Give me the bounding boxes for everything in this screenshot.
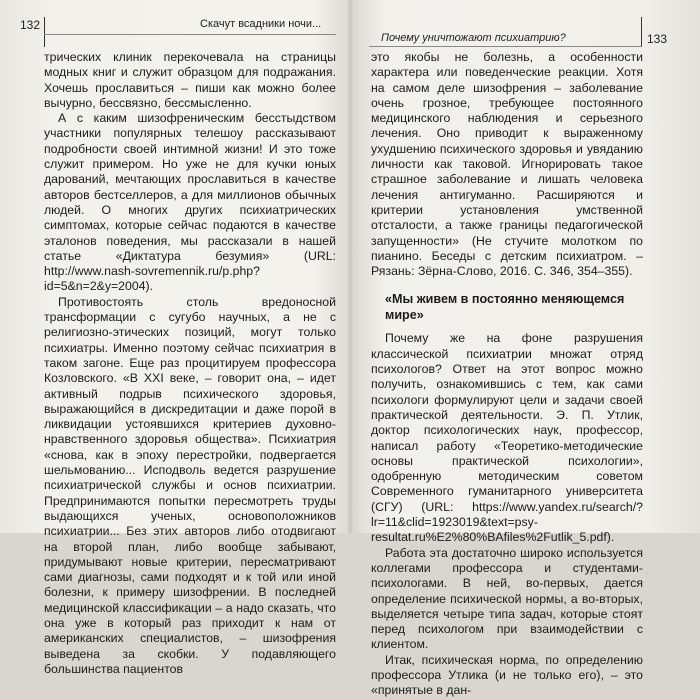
- page-number: 133: [647, 32, 668, 46]
- paragraph: Итак, психическая норма, по определению профессора Утлика (и не только его), – это «принятые в дан-: [371, 652, 643, 698]
- running-title: Скачут всадники ночи...: [200, 18, 322, 30]
- header-rule: [369, 46, 642, 47]
- header-rule: [44, 34, 336, 35]
- right-page: [351, 0, 700, 698]
- page-number: 132: [20, 18, 41, 32]
- running-title: Почему уничтожают психиатрию?: [381, 32, 566, 44]
- body-text: [371, 50, 643, 699]
- body-text: [44, 50, 336, 677]
- paragraph: это якобы не болезнь, а особенности характера или поведенческие реакции. Хотя на самом деле шизофрения – заболевание очень грозное, требующее постоянного медицинского наблюдения и серьезного лечения. Оно приводит к выраженному ухудшению психического здоровья и увяданию личности как таковой. Игнорировать такое страшное заболевание и лишать человека лечения антигуманно. Расширяются и критерии установления умственной отсталости, а также границы педагогической запущенности» (Не стучите молотком по пианино. Беседы с детским психиатром. – Рязань: Зёрна-Слово, 2016. С. 346, 354–355).: [371, 50, 643, 279]
- header-divider: [44, 17, 45, 47]
- left-page: [0, 0, 349, 676]
- paragraph: А с каким шизофреническим бесстыдством участники популярных телешоу рассказывают подробности своей интимной жизни! И это тоже служит примером. Но уже не для кучки юных дарований, мечтающих прославиться в качестве авторов бестселлеров, а для миллионов обычных людей. О многих других психиатрических симптомах, которые сейчас подаются в качестве эталонов поведения, мы рассказали в нашей статье «Диктатура безумия» (URL: http://www.nash-sovremennik.ru/p.php?id=5&n=2&y=2004).: [44, 111, 336, 294]
- paragraph: Работа эта достаточно широко используется коллегами профессора и студентами-психологами. В ней, во-первых, дается определение психической нормы, а во-вторых, выделяется четыре типа задач, которые стоят перед психологом при взаимодействии с клиентом.: [371, 545, 643, 652]
- header-divider: [641, 17, 642, 47]
- paragraph: Почему же на фоне разрушения классической психиатрии множат отряд психологов? Ответ на этот вопрос можно получить, ознакомившись с тем, как сами психологи формулируют цели и задачи своей практической деятельности. Э. П. Утлик, доктор психологических наук, профессор, написал работу «Теоретико-методические основы практической психологии», одобренную методическим советом Современного гуманитарного университета (СГУ) (URL: https://www.yandex.ru/search/?lr=11&clid=1923019&text=psy-resultat.ru%E2%80%BAfiles%2Futlik_5.pdf).: [371, 331, 643, 545]
- paragraph: Противостоять столь вредоносной трансформации с сугубо научных, а не с религиозно-этических позиций, могут только психиатры. Именно поэтому сейчас психиатрия в таком загоне. Еще раз процитируем профессора Козловского. «В XXI веке, – говорит она, – идет активный подрыв психического здоровья, выражающийся в дискредитации и даже порой в ликвидации устоявшихся критериев духовно-нравственного здоровья общества». Психиатрия «снова, как в эпоху перестройки, подвергается шельмованию... Исподволь ведется разрушение психиатрической службы и основ психиатрии. Предпринимаются попытки пересмотреть труды выдающихся ученых, основоположников психиатрии... Без этих авторов либо отодвигают на второй план, либо вообще забывают, придумывают новые критерии, пересматривают сами диагнозы, сами подходят и к той или иной болезни, к примеру шизофрении. В последней медицинской классификации – а надо сказать, что она уже в который раз приходит к нам от американских специалистов, – шизофрения выведена за скобки. У подавляющего большинства пациентов: [44, 294, 336, 676]
- section-heading: «Мы живем в постоянно меняющемся мире»: [385, 292, 625, 323]
- paragraph: трических клиник перекочевала на страницы модных книг и служит образцом для подражания. Хочешь прославиться – пиши как можно более вычурно, бессвязно, бессмысленно.: [44, 50, 336, 110]
